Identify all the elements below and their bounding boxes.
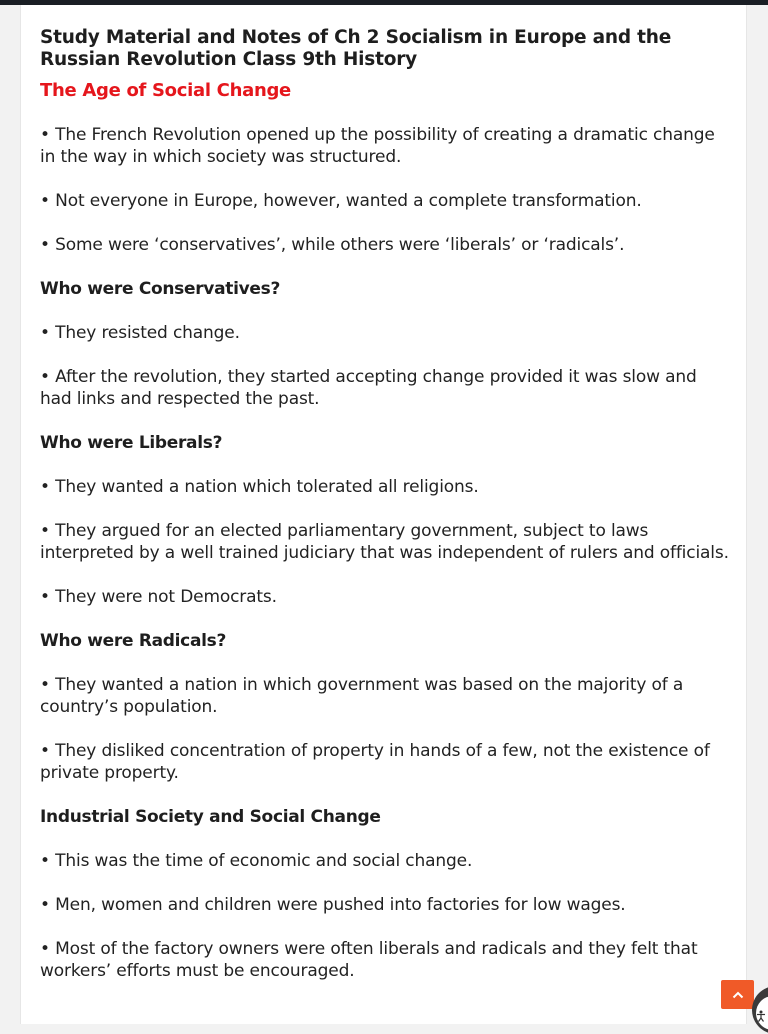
content-subheading: Who were Radicals?: [40, 631, 227, 651]
accessibility-widget-button[interactable]: [752, 986, 768, 1034]
bullet-paragraph: • The French Revolution opened up the possibility of creating a dramatic change in the way in which society was structured.: [40, 125, 715, 167]
bullet-paragraph: • They disliked concentration of property in hands of a few, not the existence of private property.: [40, 741, 710, 783]
bullet-paragraph: • This was the time of economic and social change.: [40, 851, 473, 871]
bullet-paragraph: • Some were ‘conservatives’, while others were ‘liberals’ or ‘radicals’.: [40, 235, 625, 255]
chevron-up-icon: [732, 991, 744, 999]
content-subheading: Who were Conservatives?: [40, 279, 281, 299]
content-subheading: Industrial Society and Social Change: [40, 807, 381, 827]
bullet-paragraph: • They resisted change.: [40, 323, 240, 343]
scroll-to-top-button[interactable]: [721, 980, 754, 1009]
section-heading: The Age of Social Change: [40, 80, 291, 101]
bullet-paragraph: • They were not Democrats.: [40, 587, 277, 607]
accessibility-icon: [756, 1010, 766, 1022]
bullet-paragraph: • Not everyone in Europe, however, wanted a complete transformation.: [40, 191, 642, 211]
article-card: [20, 5, 747, 1024]
article-body: [40, 27, 730, 982]
bullet-paragraph: • They argued for an elected parliamentary government, subject to laws interpreted by a well trained judiciary that was independent of rulers and officials.: [40, 521, 729, 563]
bullet-paragraph: • Men, women and children were pushed into factories for low wages.: [40, 895, 626, 915]
article-content: [40, 124, 730, 982]
content-subheading: Who were Liberals?: [40, 433, 223, 453]
bullet-paragraph: • After the revolution, they started accepting change provided it was slow and had links and respected the past.: [40, 367, 697, 409]
page-title: Study Material and Notes of Ch 2 Socialism in Europe and the Russian Revolution Class 9th History: [40, 27, 672, 70]
bullet-paragraph: • Most of the factory owners were often liberals and radicals and they felt that workers’ efforts must be encouraged.: [40, 939, 698, 981]
bullet-paragraph: • They wanted a nation which tolerated all religions.: [40, 477, 479, 497]
bullet-paragraph: • They wanted a nation in which government was based on the majority of a country’s population.: [40, 675, 684, 717]
